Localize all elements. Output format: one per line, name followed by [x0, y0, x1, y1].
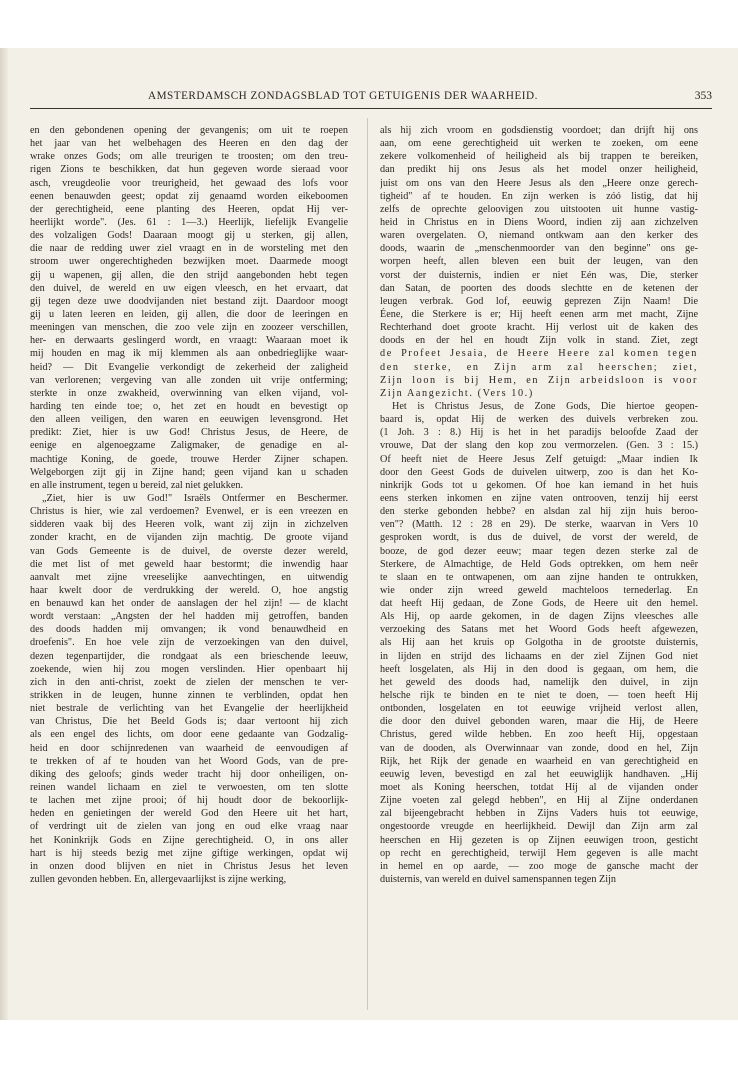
text-line: heid en door schijnredenen van waarheid de eenvoudigen af — [30, 742, 348, 754]
text-line: her- en derwaarts geslingerd wordt, en vraagt: Waaraan moet ik — [30, 335, 348, 347]
text-line: der gerechtigheid, eene planting des Heeren, opdat Hij ver- — [30, 203, 348, 215]
text-line: den sterke, en Zijn arm zal heerschen; ziet, — [380, 361, 698, 373]
left-column — [30, 124, 348, 886]
text-line: predikt: Ziet, hier is uw God! Christus Jesus, de Heere, de — [30, 427, 348, 439]
text-line: wordt verstaan: „Angsten der hel hadden mij getroffen, banden — [30, 611, 348, 623]
text-line: heden en genietingen der wereld God den Heere uit het hart, — [30, 808, 348, 820]
text-line: mij houden en mag ik mij klemmen als aan onbedrieglijke waar- — [30, 348, 348, 360]
text-line: vorst der duisternis, indien er niet Eén was, Die, sterker — [380, 269, 698, 281]
text-line: te slaan en te ontwapenen, om aan zijne handen te ontrukken, — [380, 571, 698, 583]
text-line: heeft losgelaten, als Hij in den dood is gegaan, om hem, die — [380, 663, 698, 675]
text-line: reinen wandel lichaam en ziel te verwoesten, om ten slotte — [30, 782, 348, 794]
text-line: en benauwd kan het onder de aanslagen der hel zijn! — de klacht — [30, 598, 348, 610]
text-line: sterkte in onze zwakheid, overwinning van elken vijand, vol- — [30, 387, 348, 399]
text-line: waren overgelaten. O, niemand ontkwam aan den kerker des — [380, 230, 698, 242]
text-line: baard is, opdat Hij de werken des duivels verbreken zou. — [380, 414, 698, 426]
text-line: dan predikt hij ons Jesus als het model onzer heiligheid, — [380, 164, 698, 176]
text-line: Zijn Aangezicht. (Vers 10.) — [380, 387, 534, 399]
text-line: heid in Christus en in Diens Woord, indien zij aan zichzelven — [380, 216, 698, 228]
text-line: duisternis, van wereld en duivel samenspannen tegen Zijn — [380, 874, 616, 886]
text-line: tigheid" af te houden. En zijn werken is zóó listig, dat hij — [380, 190, 698, 202]
text-line: wie onder zijn wreed geweld machteloos ternederlag. En — [380, 584, 698, 596]
text-line: en alle instrument, tegen u bereid, zal niet gelukken. — [30, 479, 244, 491]
text-line: aan, om eene gerechtigheid uit werken te zoeken, om eene — [380, 138, 698, 150]
text-line: het geweld des doods had, namelijk den duivel, in zijn — [380, 676, 698, 688]
text-line: zekere volkomenheid of heiligheid als bij trappen te bereiken, — [380, 151, 698, 163]
text-line: zelfs de oprechte geloovigen zou uitstooten uit hunne vastig- — [380, 203, 698, 215]
text-line: diking des geloofs; ginds weder tracht hij door onheiligen, on- — [30, 768, 348, 780]
text-line: of verdringt uit de zielen van jong en oud elke vraag naar — [30, 821, 348, 833]
text-line: dan Satan, de poorten des doods slechtte en de ketenen der — [380, 282, 698, 294]
text-line: en den gebondenen opening der gevangenis; om uit te roepen — [30, 125, 348, 136]
text-line: zullen gevonden hebben. En, allergevaarlijkst is zijne werking, — [30, 874, 287, 886]
text-line: Christus is hier, wie zal verdoemen? Evenwel, er is een vreezen en — [30, 506, 348, 518]
text-line: machtige Koning, de goede, trouwe Herder Zijner schapen. — [30, 453, 348, 465]
text-line: van de dooden, als Overwinnaar van zonde, dood en hel, Zijn — [380, 742, 698, 754]
text-line: den duivel, de wereld en uw eigen vleesch, en het ervaart, dat — [30, 282, 348, 294]
text-line: worpen heeft, allen bleven een buit der leugen, van den — [380, 256, 698, 268]
text-line: zich in den anti-christ, zoekt de zielen der menschen te ver- — [30, 676, 348, 688]
text-line: zonder kracht, en de vijanden zijn machtig. De groote vijand — [30, 532, 348, 544]
text-line: de Profeet Jesaia, de Heere Heere zal komen tegen — [380, 348, 698, 360]
text-line: strikken in de leugen, hunne zinnen te verblinden, opdat hen — [30, 690, 348, 702]
text-line: van Christus, Die het Beeld Gods is; daar vertoont hij zich — [30, 716, 348, 728]
text-line: asch, vreugdeolie voor treurigheid, het gewaad des lofs voor — [30, 177, 348, 189]
text-line: die door den duivel gebonden waren, maar die Hij, de Heere — [380, 716, 698, 728]
text-line: „Ziet, hier is uw God!" Israëls Ontfermer en Beschermer. — [42, 492, 348, 504]
text-line: droefenis". En hoe vele zijn de verzoekingen van den duivel, — [30, 637, 348, 649]
text-line: te lachen met zijne prooi; óf hij houdt door de bekoorlijk- — [30, 795, 348, 807]
text-line: Welgeborgen zijt gij in Zijne hand; geen vijand kan u schaden — [30, 466, 348, 478]
text-line: ongestoorde vreugde en heerlijkheid. Dewijl dan Zijn arm zal — [380, 821, 698, 833]
text-line: des volzaligen Gods! Daaraan moogt gij u sterken, gij allen, — [30, 230, 348, 242]
text-line: (1 Joh. 3 : 8.) Hij is het in het paradijs beloofde Zaad der — [380, 427, 698, 439]
text-line: door den Geest Gods de duivelen uitwerp, zoo is dan het Ko- — [380, 466, 698, 478]
page-gutter — [0, 48, 8, 1020]
text-line: die met list of met geweld haar bestormt; die inwendig haar — [30, 558, 348, 570]
text-line: van Gods Gemeente is de duivel, de overste dezer wereld, — [30, 545, 348, 557]
text-line: in hemel en op aarde, — zoo moge de gansche macht der — [380, 860, 698, 872]
text-line: harding ten einde toe; o, het zet en houdt en bevestigt op — [30, 400, 348, 412]
text-line: in onzen dood blijven en niet in Christus Jesus het leven — [30, 860, 348, 872]
running-header — [30, 90, 712, 109]
text-line: eenen benauwden geest; opdat zij genaamd worden eikeboomen — [30, 190, 348, 202]
text-line: heid? — Dit Evangelie verkondigt de zekerheid der zaligheid — [30, 361, 348, 373]
text-line: dat heeft Hij gedaan, de Zone Gods, de Heere uit den hemel. — [380, 598, 698, 610]
text-line: gesproken wordt, is dus de duivel, de vorst der wereld, de — [380, 532, 698, 544]
text-line: eens sterken inkomen en zijne vaten ontrooven, tenzij hij eerst — [380, 492, 698, 504]
text-line: gij tegen deze uwe doodvijanden niet bestand zijt. Daardoor moogt — [30, 295, 348, 307]
text-line: als een engel des lichts, om door eene gedaante van Godzalig- — [30, 729, 348, 741]
text-line: haar kwelt door de verdrukking der wereld. O, hoe angstig — [30, 584, 348, 596]
text-line: als Hij aan het kruis op Golgotha in de grootste duisternis, — [380, 637, 698, 649]
text-line: dezen tegenpartijder, die rondgaat als een brieschende leeuw, — [30, 650, 348, 662]
text-line: gij u laten leeren en leiden, gij allen, die door de leeringen en — [30, 308, 348, 320]
text-line: heerschen en Hij gezeten is op Zijnen eeuwigen troon, gesticht — [380, 834, 698, 846]
text-line: van verlorenen; vergeving van alle zonden uit vrije ontferming; — [30, 374, 348, 386]
page — [0, 48, 738, 1020]
text-line: in lijden en strijd des lichaams en der ziel Zijnen God niet — [380, 650, 698, 662]
text-line: heerlijkt worde". (Jes. 61 : 1—3.) Heerlijk, liefelijk Evangelie — [30, 216, 348, 228]
text-line: den sterke gebonden hebbe? en alsdan zal hij zijn huis beroo- — [380, 506, 698, 518]
text-line: hart is hij steeds bezig met zijne giftige werkingen, opdat wij — [30, 847, 348, 859]
text-line: meeningen van menschen, die zoo vele zijn en zoozeer verschillen, — [30, 322, 348, 334]
text-line: te trekken of af te houden van het Woord Gods, van de pre- — [30, 755, 348, 767]
text-line: stroom uwer ongerechtigheden bezwijken moet. Daarmede moogt — [30, 256, 348, 268]
text-line: Rechterhand doet groote kracht. Hij verlost uit de kaken des — [380, 322, 698, 334]
header-title: AMSTERDAMSCH ZONDAGSBLAD TOT GETUIGENIS DER WAARHEID. — [148, 90, 538, 102]
text-line: aanvalt met zijne vreeselijke aanvechtingen, en uitwendig — [30, 571, 348, 583]
text-line: op recht en gerechtigheid, terwijl Hem gegeven is alle macht — [380, 847, 698, 859]
text-line: het jaar van het welbehagen des Heeren en den dag der — [30, 138, 348, 150]
text-line: booze, de god dezer eeuw; maar tegen dezen sterke zal de — [380, 545, 698, 557]
text-line: helsche rijk te binden en te niet te doen, — toen heeft Hij — [380, 690, 698, 702]
text-line: Rijk, het Rijk der genade en waarheid en van gerechtigheid en — [380, 755, 698, 767]
text-line: ven"? (Matth. 12 : 28 en 29). De sterke, waarvan in Vers 10 — [380, 519, 698, 531]
text-line: die naar de redding uwer ziel vraagt en in de worsteling met den — [30, 243, 348, 255]
text-line: moet als Koning heerschen, totdat Hij al de vijanden onder — [380, 782, 698, 794]
page-number: 353 — [694, 90, 712, 102]
right-column — [380, 124, 698, 886]
text-line: niet bestrale de verlichting van het Evangelie der heerlijkheid — [30, 703, 348, 715]
text-line: des doods hadden mij omvangen; ik vond benauwdheid en — [30, 624, 348, 636]
text-line: sidderen vaak bij des Heeren volk, want zij zijn in zichzelven — [30, 519, 348, 531]
text-line: den alleen veiligen, den waren en eeuwigen levensgrond. Het — [30, 414, 348, 426]
text-line: als hij zich vroom en godsdienstig voordoet; dan drijft hij ons — [380, 125, 698, 136]
text-line: zoekende, wien hij zou mogen verslinden. Hier openbaart hij — [30, 663, 348, 675]
text-line: gij u wapenen, gij allen, die den strijd aangebonden hebt tegen — [30, 269, 348, 281]
column-gutter — [367, 118, 368, 1010]
text-line: Éene, die Sterkere is er; Hij heeft eenen arm met macht, Zijne — [380, 308, 698, 320]
text-line: eeuwig leven, bevestigd en zal het eeuwiglijk handhaven. „Hij — [380, 768, 698, 780]
text-line: Sterkere, de Almachtige, de Held Gods optrekken, om hem neêr — [380, 558, 698, 570]
text-line: vrouwe, Dat der slang den kop zou vermorzelen. (Gen. 3 : 15.) — [380, 440, 698, 452]
text-line: Christus, gered wilde hebben. En zoo heeft Hij, opgestaan — [380, 729, 698, 741]
text-line: Als Hij, op aarde gekomen, in de dagen Zijns vleesches alle — [380, 611, 698, 623]
text-line: doods en der hel en houdt Zijn volk in stand. Ziet, zegt — [380, 335, 698, 347]
text-line: Zijn loon is bij Hem, en Zijn arbeidsloon is voor — [380, 374, 698, 386]
text-line: zal bijeengebracht hebben in Zijns Vaders huis tot eeuwige, — [380, 808, 698, 820]
text-line: ninkrijk Gods tot u gekomen. Of hoe kan iemand in het huis — [380, 479, 698, 491]
text-line: Het is Christus Jesus, de Zone Gods, Die hiertoe geopen- — [392, 400, 698, 412]
text-line: verzoeking des Satans met het Woord Gods heeft afgewezen, — [380, 624, 698, 636]
text-line: Zijne voeten zal gelegd hebben", en Hij al Zijne onderdanen — [380, 795, 698, 807]
text-line: eenige en algenoegzame Zaligmaker, de genadige en al- — [30, 440, 348, 452]
text-line: doods, waarin de „menschenmoorder van den beginne" ons ge- — [380, 243, 698, 255]
text-line: ontbonden, losgelaten en tot eeuwige vrijheid verlost allen, — [380, 703, 698, 715]
text-line: wrake onzes Gods; om alle treurigen te troosten; om den treu- — [30, 151, 348, 163]
text-line: leugen verbrak. God lof, eeuwig geprezen Zijn Naam! Die — [380, 295, 698, 307]
text-line: rigen Zions te beschikken, dat hun gegeven worde sieraad voor — [30, 164, 348, 176]
text-line: het Koninkrijk Gods en Zijne gerechtigheid. O, in ons aller — [30, 834, 348, 846]
text-line: Of heeft niet de Heere Jesus Zelf getuigd: „Maar indien Ik — [380, 453, 698, 465]
text-line: juist om ons van den Heere Jesus als den „Heere onze gerech- — [380, 177, 698, 189]
